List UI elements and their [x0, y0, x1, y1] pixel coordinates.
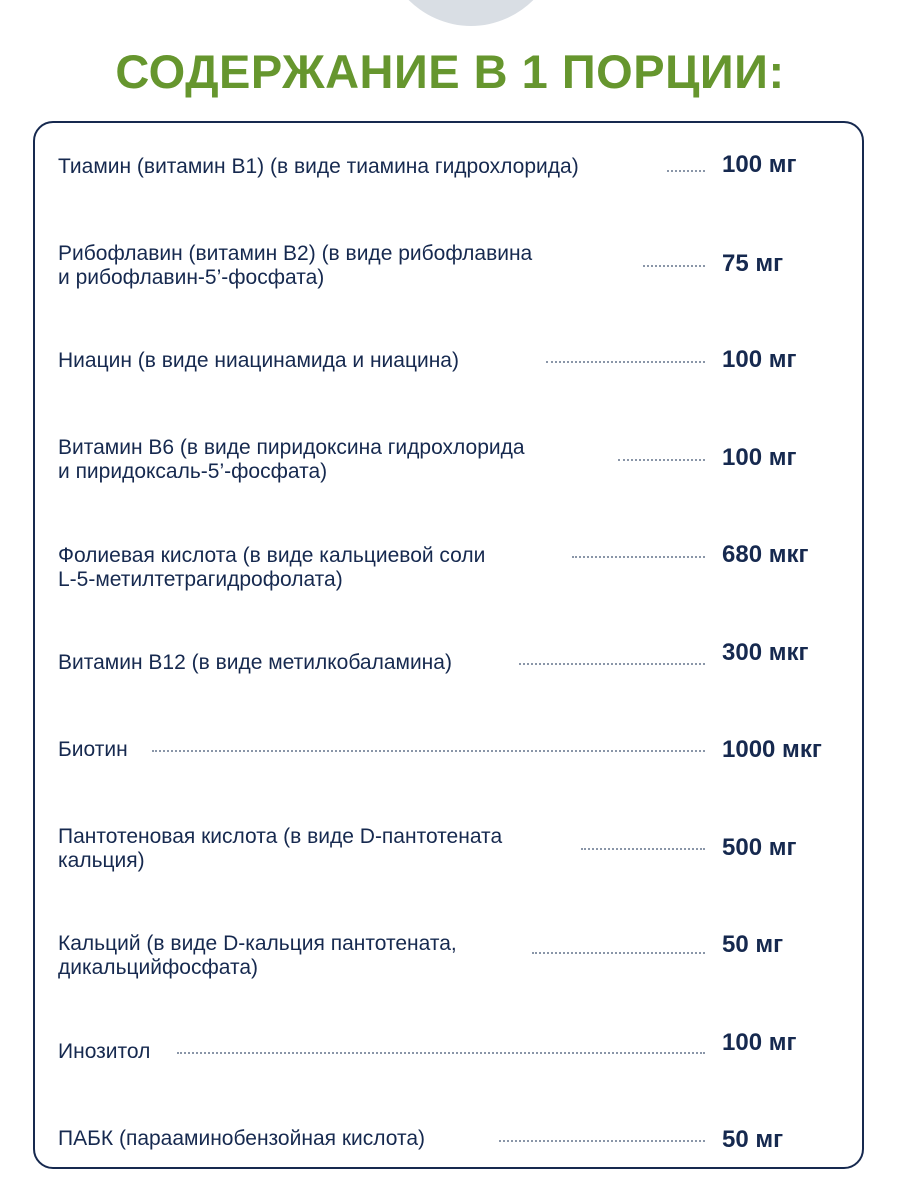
ingredient-name	[58, 155, 579, 179]
dotted-leader	[581, 848, 705, 850]
ingredient-amount: 100 мг	[722, 1029, 797, 1056]
ingredient-amount: 50 мг	[722, 931, 784, 958]
dotted-leader	[177, 1052, 705, 1054]
dotted-leader	[499, 1140, 705, 1142]
ingredient-amount: 100 мг	[722, 151, 797, 178]
ingredient-name-line: L-5-метилтетрагидрофолата)	[58, 568, 343, 591]
dotted-leader	[643, 265, 705, 267]
ingredient-amount: 100 мг	[722, 444, 797, 471]
ingredient-amount: 1000 мкг	[722, 736, 822, 763]
page-title: СОДЕРЖАНИЕ В 1 ПОРЦИИ:	[115, 45, 785, 98]
dotted-leader	[572, 556, 705, 558]
ingredient-name	[58, 1127, 425, 1151]
dotted-leader	[519, 663, 705, 665]
ingredient-name-line: Биотин	[58, 738, 128, 761]
ingredient-name-line: Ниацин (в виде ниацинамида и ниацина)	[58, 349, 459, 372]
dotted-leader	[618, 459, 705, 461]
ingredient-name-line: Рибофлавин (витамин B2) (в виде рибофлавина	[58, 242, 533, 265]
top-decorative-circle	[379, 0, 563, 26]
ingredient-amount: 100 мг	[722, 346, 797, 373]
dotted-leader	[532, 952, 705, 954]
ingredient-name-line: кальция)	[58, 849, 145, 872]
ingredient-name-line: Фолиевая кислота (в виде кальциевой соли	[58, 544, 486, 567]
ingredient-name-line: Витамин B6 (в виде пиридоксина гидрохлорида	[58, 436, 525, 459]
ingredient-name-line: ПАБК (парааминобензойная кислота)	[58, 1127, 426, 1150]
ingredient-name-line: Витамин B12 (в виде метилкобаламина)	[58, 651, 452, 674]
ingredient-amount: 680 мкг	[722, 541, 809, 568]
ingredient-amount: 75 мг	[722, 250, 784, 277]
ingredient-name	[58, 436, 525, 484]
ingredient-name	[58, 544, 485, 592]
ingredient-name-line: Пантотеновая кислота (в виде D-пантотената	[58, 825, 503, 848]
ingredient-name-line: и рибофлавин-5’-фосфата)	[58, 266, 325, 289]
ingredient-name	[58, 738, 128, 762]
ingredient-name-line: Инозитол	[58, 1040, 151, 1063]
ingredient-name-line: дикальцийфосфата)	[58, 956, 259, 979]
ingredient-name	[58, 349, 459, 373]
ingredient-name	[58, 1040, 150, 1064]
ingredient-name	[58, 932, 457, 980]
ingredient-name	[58, 825, 502, 873]
ingredient-name	[58, 242, 532, 290]
ingredient-amount: 50 мг	[722, 1126, 784, 1153]
dotted-leader	[667, 170, 705, 172]
ingredient-amount: 300 мкг	[722, 639, 809, 666]
ingredient-name-line: Кальций (в виде D-кальция пантотената,	[58, 932, 457, 955]
ingredient-name-line: Тиамин (витамин B1) (в виде тиамина гидрохлорида)	[58, 155, 579, 178]
ingredient-name-line: и пиридоксаль-5’-фосфата)	[58, 460, 328, 483]
dotted-leader	[546, 361, 705, 363]
dotted-leader	[152, 750, 705, 752]
ingredient-name	[58, 651, 452, 675]
ingredient-amount: 500 мг	[722, 834, 797, 861]
